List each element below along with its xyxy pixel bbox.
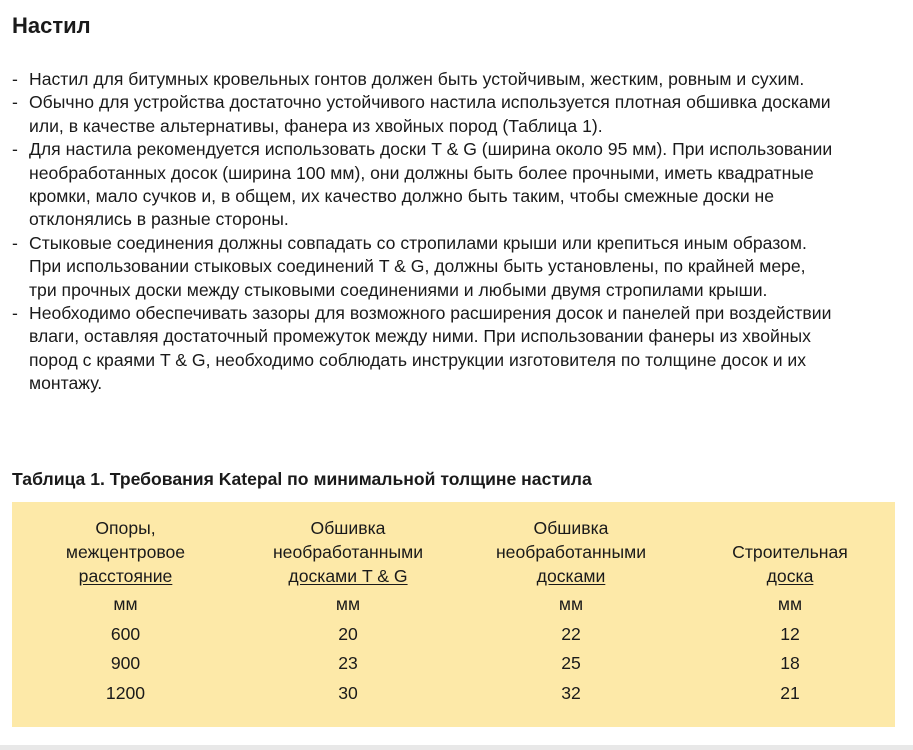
- bullet-list: [12, 68, 902, 396]
- bullet-line: кромки, мало сучков и, в общем, их качество должно быть таким, чтобы смежные доски не: [29, 186, 775, 207]
- bullet-dash: -: [12, 69, 18, 89]
- table-row: [12, 646, 895, 676]
- header-support-spacing: Опоры, межцентровое расстояние: [65, 518, 186, 587]
- bullet-line: Для настила рекомендуется использовать доски T & G (ширина около 95 мм). При использовании: [29, 139, 833, 160]
- bullet-line: пород с краями T & G, необходимо соблюдать инструкции изготовителя по толщине досок и их: [29, 349, 807, 370]
- bullet-dash: -: [12, 232, 18, 253]
- bullet-line: Настил для битумных кровельных гонтов должен быть устойчивым, жестким, ровным и сухим.: [29, 69, 805, 89]
- table-cell: 30: [338, 682, 358, 703]
- thickness-table-panel: [12, 502, 895, 727]
- table-row: [12, 617, 895, 647]
- list-item: [12, 302, 902, 396]
- list-item: [12, 232, 902, 302]
- bullet-line: Стыковые соединения должны совпадать со стропилами крыши или крепиться иным образом.: [29, 232, 807, 253]
- list-item: [12, 68, 902, 91]
- bullet-line: или, в качестве альтернативы, фанера из хвойных пород (Таблица 1).: [29, 115, 603, 136]
- table-cell: 1200: [105, 682, 146, 703]
- table-cell: 12: [780, 623, 800, 644]
- bullet-line: отклонялись в разные стороны.: [29, 209, 289, 230]
- table-cell: 20: [338, 623, 358, 644]
- unit-cell: мм: [335, 594, 361, 615]
- bullet-line: Обычно для устройства достаточно устойчивого настила используется плотная обшивка досками: [29, 92, 831, 113]
- bottom-divider: [0, 745, 913, 750]
- unit-cell: мм: [777, 594, 803, 615]
- list-item: [12, 138, 902, 232]
- bullet-dash: -: [12, 303, 18, 324]
- bullet-line: Необходимо обеспечивать зазоры для возможного расширения досок и панелей при воздействии: [29, 303, 832, 324]
- bullet-dash: -: [12, 92, 18, 113]
- bullet-dash: -: [12, 139, 18, 160]
- bullet-line: три прочных доски между стыковыми соединениями и любыми двумя стропилами крыши.: [29, 279, 768, 300]
- bullet-line: монтажу.: [29, 373, 103, 394]
- bullet-line: необработанных досок (ширина 100 мм), они должны быть более прочными, иметь квадратные: [29, 162, 814, 183]
- thickness-table: [12, 516, 895, 705]
- header-construction-board: Строительная доска: [732, 542, 848, 587]
- table-cell: 22: [561, 623, 581, 644]
- unit-cell: мм: [113, 594, 138, 615]
- table-row: [12, 676, 895, 706]
- bullet-line: При использовании стыковых соединений T & G, должны быть установлены, по крайней мере,: [29, 256, 806, 277]
- table-cell: 18: [780, 653, 800, 674]
- table-cell: 32: [561, 682, 581, 703]
- page-title: Настил: [12, 13, 91, 38]
- header-tg-boards: Обшивка необработанными досками T & G: [272, 518, 424, 587]
- table-units-row: [12, 589, 895, 617]
- unit-cell: мм: [558, 594, 584, 615]
- table-cell: 25: [561, 653, 581, 674]
- table-cell: 900: [110, 653, 141, 674]
- list-item: [12, 91, 902, 138]
- table-title: Таблица 1. Требования Katepal по минимальной толщине настила: [12, 469, 592, 489]
- table-cell: 600: [110, 623, 141, 644]
- table-cell: 21: [780, 682, 800, 703]
- header-plain-boards: Обшивка необработанными досками: [495, 518, 647, 587]
- table-header-row: [12, 516, 895, 589]
- bullet-line: влаги, оставляя достаточный промежуток между ними. При использовании фанеры из хвойных: [29, 326, 811, 347]
- table-cell: 23: [338, 653, 358, 674]
